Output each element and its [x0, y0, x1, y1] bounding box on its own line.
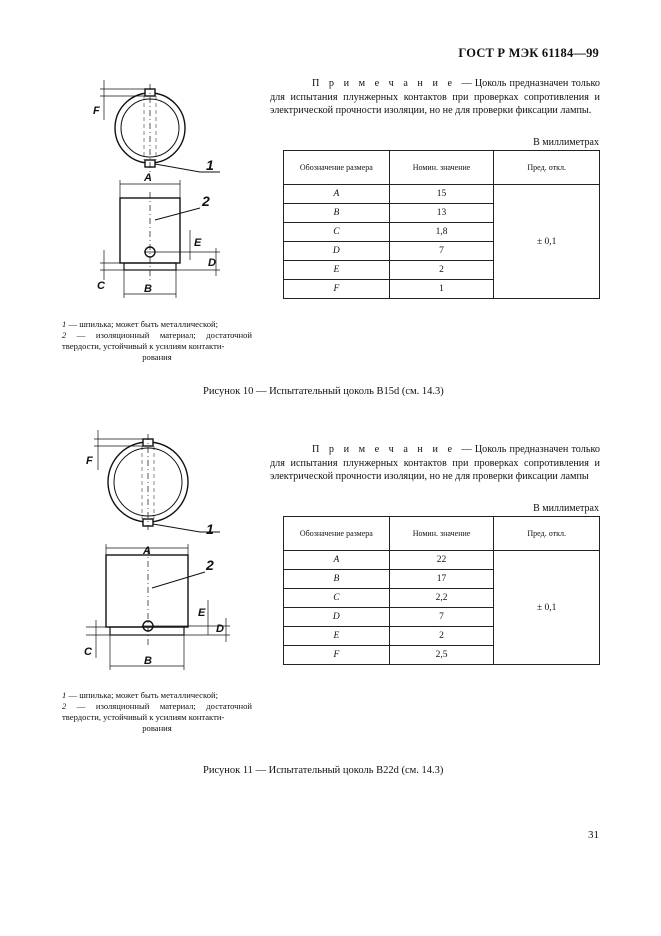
dim-label-d: D [216, 623, 224, 635]
figure-11-note: П р и м е ч а н и е —Цоколь предназначен только для испытания плунжерных контактов при проверках сопротивления и электрической прочности изоляции, но не для проверки фиксации лампы [270, 444, 600, 482]
table-row: F 1 [284, 280, 600, 299]
table-header-tolerance: Пред. откл. [494, 151, 600, 185]
table-row: D 7 [284, 242, 600, 261]
table-row: C 1,8 [284, 223, 600, 242]
dim-label-c: C [97, 280, 105, 292]
table-header-nominal: Номин. значение [389, 151, 494, 185]
figure-10-drawing [60, 80, 260, 310]
table-row: C 2,2 [284, 589, 600, 608]
callout-1: 1 [206, 521, 214, 537]
figure-11-units: В миллиметрах [533, 503, 599, 514]
table-row: B 17 [284, 570, 600, 589]
table-row: B 13 [284, 204, 600, 223]
dim-label-e: E [198, 607, 206, 619]
dim-label-e: E [194, 237, 202, 249]
figure-10-legend: 1 — шпилька; может быть металлической; 2 — изоляционный материал; достаточной твердости, устойчивый к усилиям контакти- рования [62, 319, 252, 362]
table-row: E 2 [284, 261, 600, 280]
table-row: D 7 [284, 608, 600, 627]
dim-label-f: F [93, 105, 100, 117]
callout-2: 2 [202, 193, 210, 209]
tolerance-cell: ± 0,1 [494, 551, 600, 665]
figure-10-caption: Рисунок 10 — Испытательный цоколь B15d (см. 14.3) [203, 386, 444, 397]
table-row: E 2 [284, 627, 600, 646]
figure-11-caption: Рисунок 11 — Испытательный цоколь B22d (см. 14.3) [203, 765, 444, 776]
figure-10-note: П р и м е ч а н и е —Цоколь предназначен только для испытания плунжерных контактов при проверках сопротивления и электрической прочности изоляции, но не для проверки фиксации лампы. [270, 78, 600, 116]
figure-10-dimensions-table [283, 150, 600, 299]
dim-label-c: C [84, 646, 92, 658]
document-header: ГОСТ Р МЭК 61184—99 [458, 46, 599, 60]
table-row: F 2,5 [284, 646, 600, 665]
callout-2: 2 [206, 557, 214, 573]
table-row: A 15 ± 0,1 [284, 185, 600, 204]
dim-label-f: F [86, 455, 93, 467]
table-header-symbol: Обозначение размера [284, 517, 390, 551]
dim-label-a: A [143, 545, 151, 557]
figure-10-units: В миллиметрах [533, 137, 599, 148]
figure-11-legend: 1 — шпилька; может быть металлической; 2 — изоляционный материал; достаточной твердости, устойчивый к усилиям контакти- рования [62, 690, 252, 733]
table-header-symbol: Обозначение размера [284, 151, 390, 185]
table-row: A 22 ± 0,1 [284, 551, 600, 570]
figure-11-drawing [60, 430, 260, 670]
dim-label-d: D [208, 257, 216, 269]
dim-label-b: B [144, 283, 152, 295]
dim-label-b: B [144, 655, 152, 667]
figure-11-dimensions-table [283, 516, 600, 665]
tolerance-cell: ± 0,1 [494, 185, 600, 299]
dim-label-a: A [144, 172, 152, 184]
table-header-tolerance: Пред. откл. [494, 517, 600, 551]
callout-1: 1 [206, 157, 214, 173]
table-header-nominal: Номин. значение [389, 517, 494, 551]
page-number: 31 [588, 829, 599, 841]
